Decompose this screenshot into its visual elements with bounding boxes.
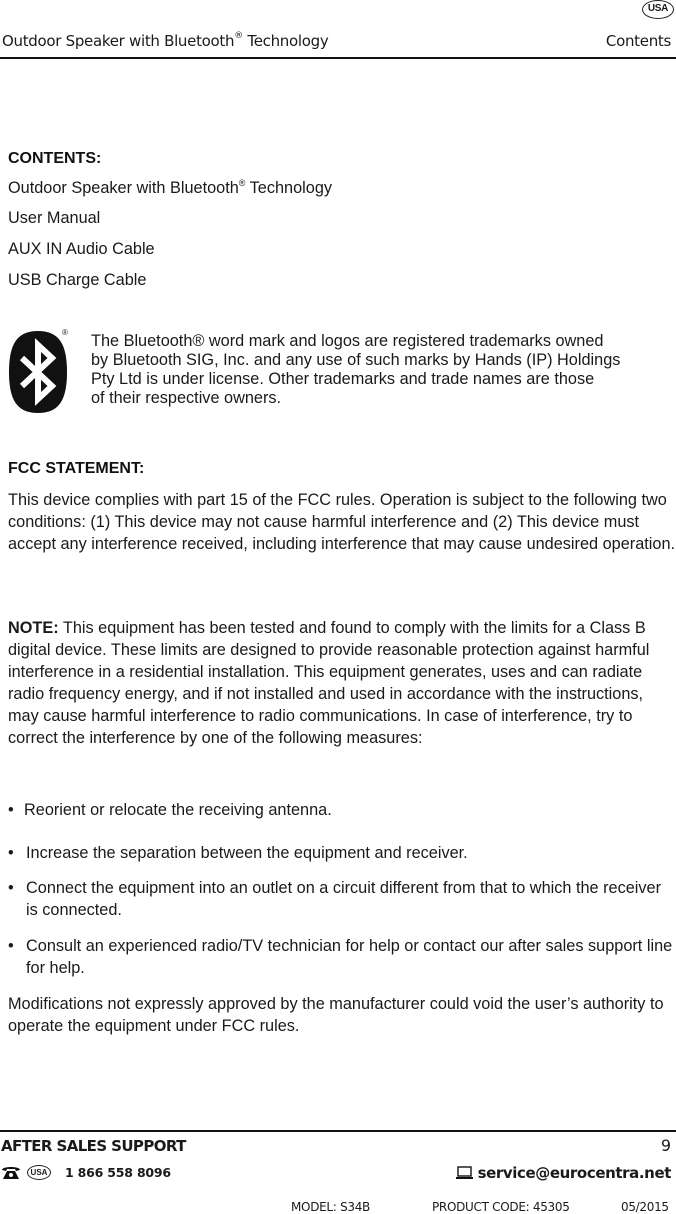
bullet-icon: • [8, 937, 14, 955]
contents-item: Outdoor Speaker with Bluetooth® Technology [8, 178, 333, 197]
telephone-icon [1, 1165, 21, 1180]
region-badge-usa: USA [27, 1165, 51, 1180]
contents-item: User Manual [8, 209, 101, 227]
contents-item: USB Charge Cable [8, 271, 147, 289]
document-title [2, 32, 328, 50]
support-phone [1, 1165, 171, 1180]
support-email [456, 1164, 671, 1182]
email-link[interactable]: service@eurocentra.net [477, 1164, 671, 1182]
after-sales-heading: AFTER SALES SUPPORT [1, 1137, 186, 1155]
contents-heading: CONTENTS: [8, 150, 102, 167]
registered-mark: ® [234, 31, 243, 41]
registered-mark: ® [62, 328, 68, 337]
fcc-heading: FCC STATEMENT: [8, 460, 145, 477]
document-title-text: Outdoor Speaker with Bluetooth [2, 32, 235, 50]
header-divider [0, 57, 676, 59]
note-label: NOTE: [8, 619, 59, 637]
fcc-note: NOTE: This equipment has been tested and found to comply with the limits for a Class B digital device. These limits are designed to provide reasonable protection against harmful interference in a residential installation. This equipment generates, uses and can radiate radio frequency energy, and if not installed and used in accordance with the instructions, may cause harmful interference to radio communications. In case of interference, try to correct the interference by one of the following measures: [8, 619, 650, 747]
contents-item: AUX IN Audio Cable [8, 240, 155, 258]
model-number: MODEL: S34B [291, 1200, 370, 1214]
page-number: 9 [660, 1136, 671, 1155]
bullet-icon: • [8, 844, 14, 862]
region-badge-usa: USA [642, 0, 674, 19]
footer-divider [0, 1130, 676, 1132]
fcc-modifications: Modifications not expressly approved by the manufacturer could void the user’s authority to operate the equipment under FCC rules. [8, 995, 664, 1035]
publication-date: 05/2015 [621, 1200, 669, 1214]
product-code: PRODUCT CODE: 45305 [432, 1200, 570, 1214]
bullet-icon: • [8, 801, 14, 819]
document-title-suffix: Technology [242, 32, 329, 50]
bluetooth-trademark-notice: The Bluetooth® word mark and logos are registered trademarks owned by Bluetooth SIG, Inc. and any use of such marks by Hands (IP) Holdings Pty Ltd is under license. Other trademarks and trade names are those of their respective owners. [91, 332, 621, 407]
phone-number[interactable]: 1 866 558 8096 [65, 1165, 171, 1180]
fcc-statement: This device complies with part 15 of the FCC rules. Operation is subject to the following two conditions: (1) This device may not cause harmful interference and (2) This device must accept any interference received, including interference that may cause undesired operation. [8, 491, 676, 553]
section-name: Contents [605, 32, 671, 50]
bluetooth-icon [7, 330, 69, 414]
laptop-icon [456, 1166, 473, 1180]
bullet-icon: • [8, 879, 14, 897]
